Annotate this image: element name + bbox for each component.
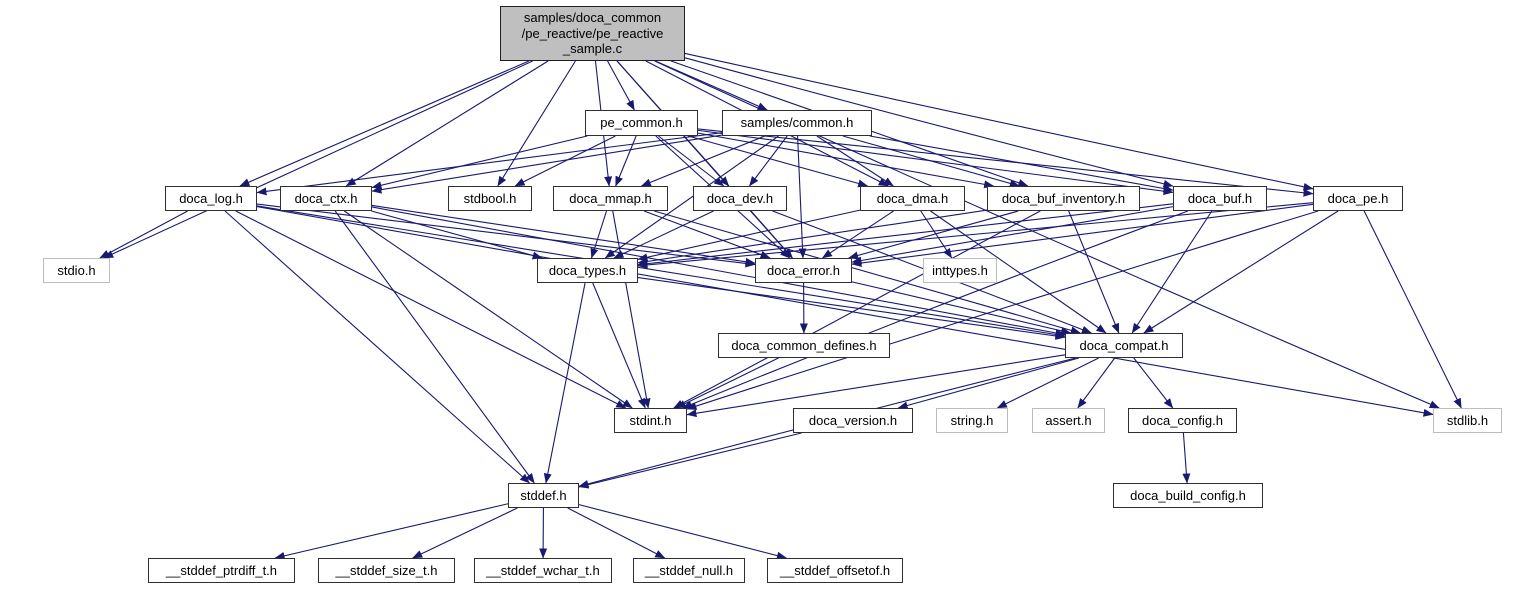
graph-node-label: _sample.c bbox=[562, 41, 623, 57]
graph-node-label: __stddef_offsetof.h bbox=[779, 562, 891, 578]
graph-node-stdbool[interactable] bbox=[448, 186, 532, 211]
graph-node-doca_buf_inventory[interactable] bbox=[987, 186, 1140, 211]
graph-node-pe_common[interactable] bbox=[585, 110, 698, 136]
graph-node-doca_ctx[interactable] bbox=[280, 186, 372, 211]
graph-node-stddef_wchar[interactable] bbox=[474, 558, 612, 583]
graph-node-stddef[interactable] bbox=[508, 483, 579, 508]
graph-node-label: doca_buf_inventory.h bbox=[1001, 190, 1126, 206]
graph-node-stddef_ptrdiff[interactable] bbox=[148, 558, 295, 583]
graph-node-label: doca_buf.h bbox=[1187, 190, 1253, 206]
graph-node-stdio bbox=[43, 258, 110, 283]
graph-node-label: stddef.h bbox=[520, 487, 567, 503]
graph-node-label: inttypes.h bbox=[932, 262, 988, 278]
graph-node-label: __stddef_wchar_t.h bbox=[486, 562, 600, 578]
graph-node-doca_types[interactable] bbox=[537, 258, 638, 283]
graph-node-label: __stddef_size_t.h bbox=[335, 562, 438, 578]
graph-node-doca_mmap[interactable] bbox=[553, 186, 668, 211]
graph-node-label: doca_mmap.h bbox=[569, 190, 652, 206]
graph-node-doca_dma[interactable] bbox=[860, 186, 965, 211]
graph-node-root bbox=[500, 6, 685, 61]
graph-node-label: doca_error.h bbox=[767, 262, 840, 278]
graph-node-doca_pe[interactable] bbox=[1313, 186, 1403, 211]
graph-node-doca_version[interactable] bbox=[793, 408, 913, 433]
graph-node-doca_config[interactable] bbox=[1128, 408, 1237, 433]
graph-node-stddef_offsetof[interactable] bbox=[767, 558, 903, 583]
graph-node-doca_error[interactable] bbox=[755, 258, 852, 283]
graph-node-label: stdint.h bbox=[629, 412, 672, 428]
graph-node-label: stdio.h bbox=[57, 262, 96, 278]
graph-node-doca_dev[interactable] bbox=[693, 186, 787, 211]
graph-node-label: doca_log.h bbox=[179, 190, 243, 206]
graph-node-label: string.h bbox=[950, 412, 994, 428]
graph-node-doca_build_config[interactable] bbox=[1113, 483, 1263, 508]
graph-node-label: doca_common_defines.h bbox=[731, 337, 877, 353]
graph-node-doca_common_defines[interactable] bbox=[718, 333, 890, 358]
graph-node-assert bbox=[1032, 408, 1105, 433]
graph-node-stdint[interactable] bbox=[614, 408, 687, 433]
graph-node-label: doca_pe.h bbox=[1327, 190, 1389, 206]
graph-node-label: doca_config.h bbox=[1142, 412, 1223, 428]
graph-node-label: samples/doca_common bbox=[523, 10, 662, 26]
graph-node-inttypes bbox=[923, 258, 997, 283]
graph-node-label: doca_dma.h bbox=[876, 190, 949, 206]
graph-node-label: stdlib.h bbox=[1446, 412, 1489, 428]
graph-node-label: samples/common.h bbox=[740, 115, 854, 131]
graph-node-label: doca_build_config.h bbox=[1130, 487, 1246, 503]
graph-node-doca_log[interactable] bbox=[165, 186, 257, 211]
graph-node-doca_compat[interactable] bbox=[1065, 333, 1183, 358]
graph-node-stdlib bbox=[1433, 408, 1502, 433]
graph-node-stddef_size[interactable] bbox=[318, 558, 455, 583]
graph-node-label: /pe_reactive/pe_reactive bbox=[521, 25, 664, 41]
graph-node-stddef_null[interactable] bbox=[633, 558, 745, 583]
graph-node-label: doca_ctx.h bbox=[294, 190, 358, 206]
graph-node-samples_common[interactable] bbox=[722, 110, 872, 136]
graph-node-label: assert.h bbox=[1045, 412, 1092, 428]
graph-node-label: __stddef_null.h bbox=[644, 562, 734, 578]
graph-node-label: doca_version.h bbox=[808, 412, 898, 428]
graph-node-label: doca_dev.h bbox=[706, 190, 774, 206]
graph-node-label: pe_common.h bbox=[600, 115, 683, 131]
graph-node-label: stdbool.h bbox=[463, 190, 517, 206]
graph-node-label: doca_compat.h bbox=[1079, 337, 1169, 353]
graph-node-string bbox=[936, 408, 1008, 433]
graph-node-label: doca_types.h bbox=[548, 262, 627, 278]
graph-node-doca_buf[interactable] bbox=[1173, 186, 1267, 211]
graph-node-label: __stddef_ptrdiff_t.h bbox=[165, 562, 278, 578]
